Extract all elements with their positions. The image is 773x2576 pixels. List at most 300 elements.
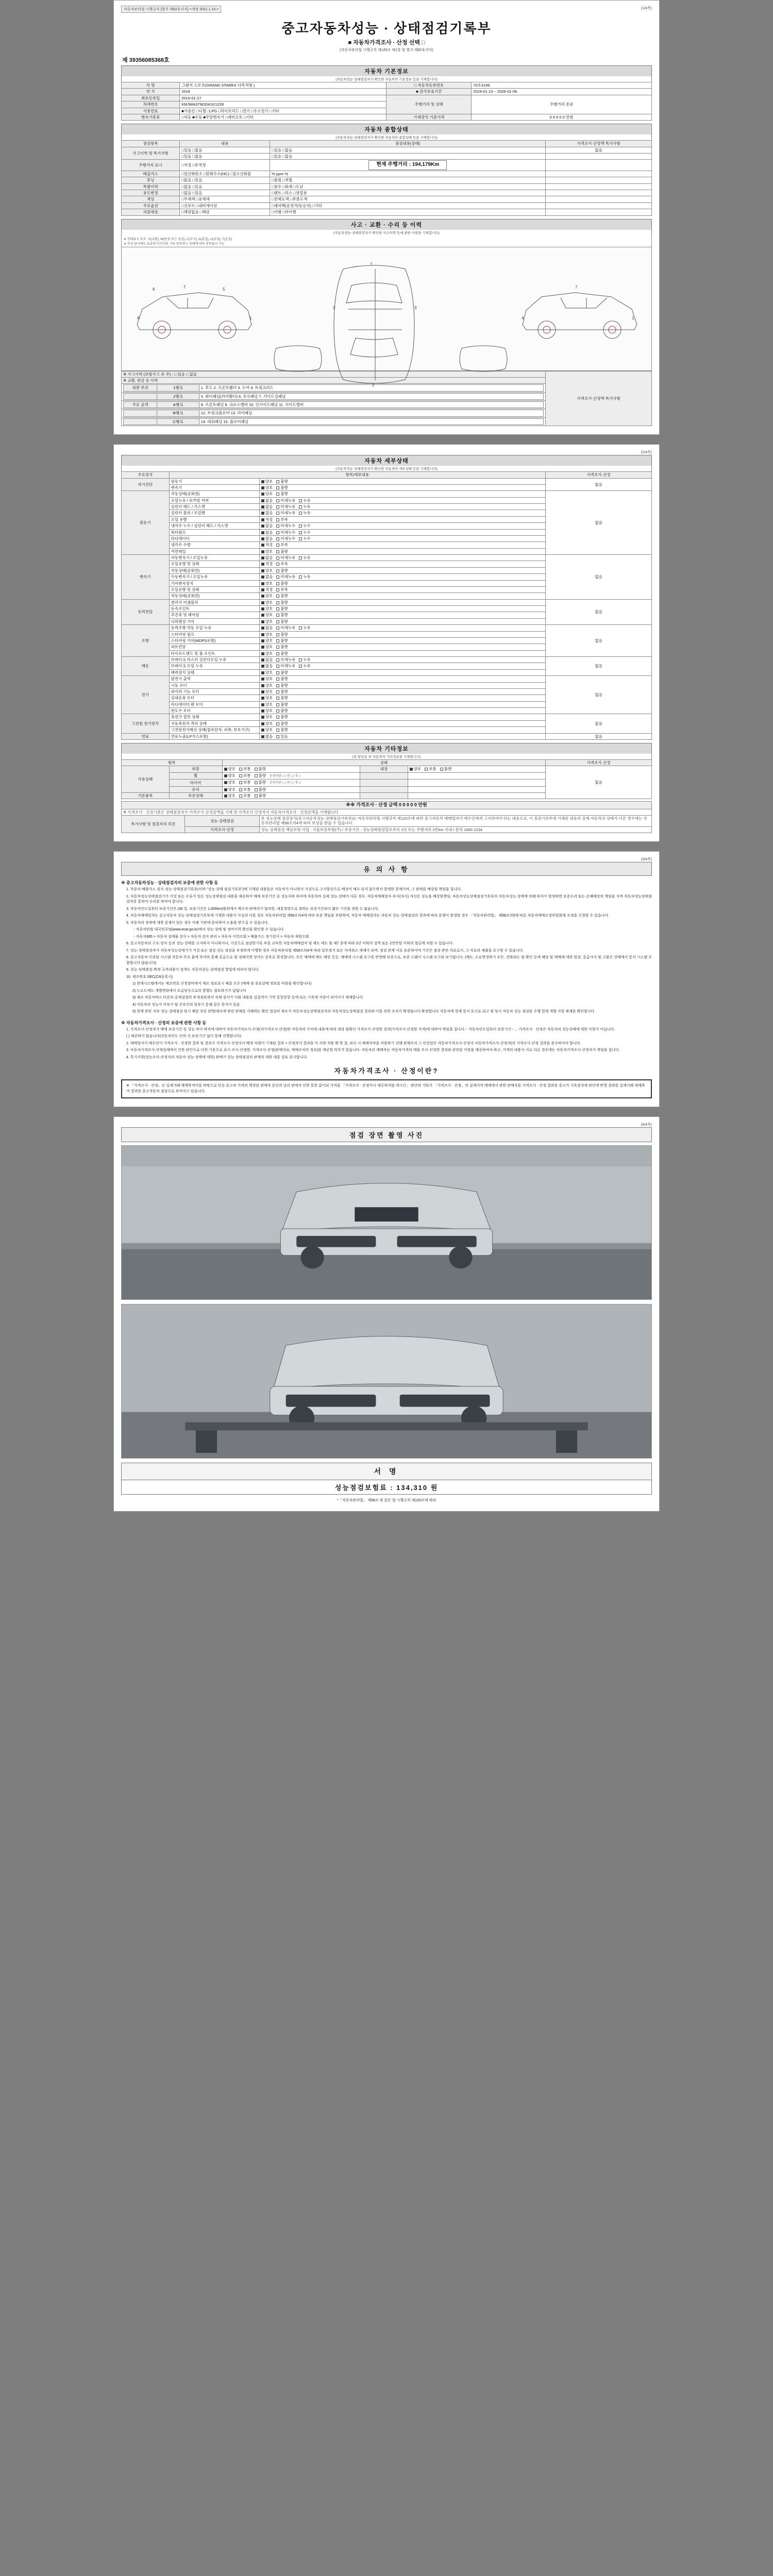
detail-option[interactable]: 양호 [261, 721, 273, 726]
checkbox-icon[interactable] [261, 671, 264, 674]
detail-item-name: 추진축 및 베어링 [170, 612, 260, 618]
detail-option[interactable]: 없음 [261, 734, 273, 739]
other-option[interactable]: 불량 [255, 767, 266, 771]
detail-option[interactable]: 불량 [276, 689, 288, 694]
detail-option[interactable]: 불량 [276, 721, 288, 726]
checkbox-icon[interactable] [276, 697, 279, 700]
other-option[interactable]: 양호 [410, 767, 422, 771]
other-option[interactable]: 양호 [224, 773, 236, 778]
checkbox-icon[interactable] [261, 544, 264, 547]
checkbox-icon[interactable] [261, 499, 264, 502]
checkbox-icon[interactable] [299, 512, 302, 515]
row-state: □침수 □화재 □도난 [270, 183, 546, 190]
detail-option[interactable]: 양호 [261, 492, 273, 496]
checkbox-icon[interactable] [261, 716, 264, 719]
detail-option[interactable]: 부족 [276, 517, 288, 522]
detail-option[interactable]: 불량 [276, 727, 288, 732]
row-label: 사용연료 [122, 108, 180, 114]
detail-item-options [260, 549, 545, 554]
checkbox-icon[interactable] [261, 582, 264, 585]
detail-option[interactable]: 미세누수 [276, 530, 295, 535]
checkbox-icon[interactable] [261, 639, 264, 642]
detail-group-note: 없음 [546, 714, 652, 733]
detail-item-options [260, 619, 545, 624]
detail-option[interactable]: 없음 [261, 657, 273, 662]
checkbox-icon[interactable] [299, 556, 302, 560]
detail-item-name: 변속기 [170, 485, 260, 490]
table-row [122, 82, 652, 89]
checkbox-icon[interactable] [261, 652, 264, 655]
detail-option[interactable]: 불량 [276, 676, 288, 681]
other-option[interactable]: 보통 [239, 767, 251, 771]
checkbox-icon[interactable] [276, 652, 279, 655]
checkbox-icon[interactable] [276, 620, 279, 623]
checkbox-icon[interactable] [255, 788, 258, 791]
checkbox-icon[interactable] [299, 626, 302, 630]
other-option[interactable]: 불량 [255, 787, 266, 792]
other-item-options-2 [408, 772, 546, 779]
detail-item-options [260, 530, 545, 535]
checkbox-icon[interactable] [425, 768, 428, 771]
checkbox-icon[interactable] [261, 595, 264, 598]
checkbox-icon[interactable] [261, 697, 264, 700]
checkbox-icon[interactable] [276, 582, 279, 585]
wheel-position-note: 운전석전 □ / 전 □ / 후 □ [270, 774, 301, 778]
detail-item-options [260, 536, 545, 541]
detail-option[interactable]: 불량 [276, 715, 288, 719]
parts-rank-row [122, 409, 546, 417]
checkbox-icon[interactable] [276, 703, 279, 706]
row-content: □무채색 □유채색 [180, 196, 270, 202]
checkbox-icon[interactable] [255, 774, 258, 777]
checkbox-icon[interactable] [276, 512, 279, 515]
other-option[interactable]: 양호 [224, 793, 236, 798]
table-row [122, 177, 652, 183]
detail-option[interactable]: 누유 [299, 657, 311, 662]
detail-option[interactable]: 불량 [276, 696, 288, 700]
detail-option[interactable]: 불량 [276, 485, 288, 490]
accident-sub-band: ※ 사고이력 (보험사고 유·무) : □ 있음 □ 없음 [122, 371, 546, 377]
checkbox-icon[interactable] [276, 486, 279, 489]
checkbox-icon[interactable] [239, 788, 242, 791]
checkbox-icon[interactable] [276, 595, 279, 598]
detail-option[interactable]: 없음 [261, 504, 273, 509]
detail-item-label [169, 548, 546, 554]
checkbox-icon[interactable] [276, 722, 279, 725]
checkbox-icon[interactable] [276, 556, 279, 560]
basic-info-table [121, 82, 652, 121]
checkbox-icon[interactable] [224, 794, 227, 798]
checkbox-icon[interactable] [276, 665, 279, 668]
checkbox-icon[interactable] [299, 658, 302, 662]
other-option[interactable]: 양호 [224, 767, 236, 771]
detail-item-label [169, 720, 546, 726]
detail-option[interactable]: 미세누유 [276, 504, 295, 509]
checkbox-icon[interactable] [276, 480, 279, 483]
checkbox-icon[interactable] [299, 524, 302, 528]
checkbox-icon[interactable] [299, 665, 302, 668]
detail-option[interactable]: 적정 [261, 517, 273, 522]
detail-option[interactable]: 적정 [261, 543, 273, 547]
detail-option[interactable]: 양호 [261, 600, 273, 605]
checkbox-icon[interactable] [276, 646, 279, 649]
detail-option[interactable]: 미세누수 [276, 523, 295, 528]
row-value: 그랜저 스포츠(GRAND STAREX 다목적형 ) [180, 82, 386, 89]
checkbox-icon[interactable] [261, 658, 264, 662]
photo-lift-svg [122, 1304, 651, 1458]
checkbox-icon[interactable] [276, 505, 279, 509]
checkbox-icon[interactable] [276, 614, 279, 617]
checkbox-icon[interactable] [261, 556, 264, 560]
checkbox-icon[interactable] [276, 544, 279, 547]
other-item-label-2 [360, 786, 408, 792]
detail-option[interactable]: 누수 [299, 523, 311, 528]
detail-option[interactable]: 부족 [276, 562, 288, 566]
detail-option[interactable]: 양호 [261, 619, 273, 624]
detail-option[interactable]: 있음 [276, 734, 288, 739]
detail-group-label: 조향 [122, 625, 170, 657]
checkbox-icon[interactable] [255, 781, 258, 784]
row-label: 최초등록일 [122, 95, 180, 101]
checkbox-icon[interactable] [261, 646, 264, 649]
detail-option[interactable]: 누유 [299, 504, 311, 509]
checkbox-icon[interactable] [276, 537, 279, 540]
checkbox-icon[interactable] [276, 690, 279, 693]
detail-option[interactable]: 양호 [261, 485, 273, 490]
detail-option[interactable]: 없음 [261, 625, 273, 630]
checkbox-icon[interactable] [261, 665, 264, 668]
checkbox-icon[interactable] [261, 505, 264, 509]
checkbox-icon[interactable] [239, 781, 242, 784]
section-overall-title: 자동차 종합상태 [121, 124, 652, 134]
checkbox-icon[interactable] [261, 709, 264, 713]
checkbox-icon[interactable] [276, 518, 279, 521]
checkbox-icon[interactable] [276, 684, 279, 687]
detail-option[interactable]: 양호 [261, 715, 273, 719]
detail-option[interactable]: 양호 [261, 594, 273, 598]
other-option[interactable]: 불량 [255, 793, 266, 798]
detail-option[interactable]: 누유 [299, 625, 311, 630]
checkbox-icon[interactable] [276, 677, 279, 681]
detail-option[interactable]: 누유 [299, 555, 311, 560]
checkbox-icon[interactable] [224, 781, 227, 784]
bottom-legal-line: *「자동차관리법」 제58조 및 같은 법 시행규칙 제120조에 따라 [337, 1499, 436, 1503]
checkbox-icon[interactable] [261, 677, 264, 681]
detail-option[interactable]: 불량 [276, 600, 288, 605]
detail-option[interactable]: 양호 [261, 683, 273, 688]
detail-option[interactable]: 양호 [261, 549, 273, 554]
checkbox-icon[interactable] [276, 716, 279, 719]
detail-option[interactable]: 불량 [276, 638, 288, 643]
detail-option[interactable]: 양호 [261, 708, 273, 713]
col-head-item: 항목/세부내용 [169, 472, 546, 478]
checkbox-icon[interactable] [255, 794, 258, 798]
detail-option[interactable]: 불량 [276, 670, 288, 675]
detail-option[interactable]: 부족 [276, 587, 288, 592]
detail-option[interactable]: 없음 [261, 536, 273, 541]
detail-option[interactable]: 불량 [276, 708, 288, 713]
checkbox-icon[interactable] [261, 722, 264, 725]
other-option[interactable]: 보통 [239, 787, 251, 792]
checkbox-icon[interactable] [255, 768, 258, 771]
detail-option[interactable]: 적정 [261, 587, 273, 592]
checkbox-icon[interactable] [276, 493, 279, 496]
detail-option[interactable]: 양호 [261, 479, 273, 484]
checkbox-icon[interactable] [239, 774, 242, 777]
detail-item-options [260, 561, 545, 567]
detail-group-note: 없음 [546, 478, 652, 491]
detail-option[interactable]: 적정 [261, 562, 273, 566]
col-head-state: 상태 [222, 759, 546, 766]
detail-option[interactable]: 미세누유 [276, 498, 295, 503]
detail-option[interactable]: 없음 [261, 664, 273, 668]
detail-option[interactable]: 없음 [261, 523, 273, 528]
checkbox-icon[interactable] [276, 575, 279, 579]
checkbox-icon[interactable] [276, 550, 279, 553]
detail-item-label [169, 727, 546, 733]
rank-group [124, 410, 157, 416]
detail-option[interactable]: 불량 [276, 613, 288, 617]
detail-option[interactable]: 없음 [261, 530, 273, 535]
other-item-options [222, 779, 360, 787]
checkbox-icon[interactable] [261, 569, 264, 572]
detail-item-label [169, 523, 546, 529]
notice-paragraph: 9. 성능·상태점검·判정 규격내용이 검색도 자동차상능·상태점검 방법에 따라야 합니다. [126, 968, 260, 972]
parts-rank-row [122, 384, 546, 392]
other-option[interactable]: 보통 [239, 773, 251, 778]
detail-item-name: 실내송풍 모터 [170, 695, 260, 701]
detail-option[interactable]: 누유 [299, 664, 311, 668]
detail-option[interactable]: 양호 [261, 632, 273, 637]
detail-item-label [169, 593, 546, 599]
checkbox-icon[interactable] [261, 537, 264, 540]
detail-option[interactable]: 미세누유 [276, 657, 295, 662]
other-item-label-2: 내장 [360, 766, 408, 772]
detail-item-name: 자동변속기 / 오일누유 [170, 555, 260, 561]
page-1 [113, 0, 660, 435]
row-state: □에어백(운전석/동승석) □기타 [270, 202, 546, 209]
other-option[interactable]: 보통 [239, 793, 251, 798]
other-option[interactable]: 양호 [224, 780, 236, 785]
detail-group-note: 없음 [546, 491, 652, 555]
detail-option[interactable]: 누수 [299, 536, 311, 541]
checkbox-icon[interactable] [224, 768, 227, 771]
checkbox-icon[interactable] [261, 684, 264, 687]
checkbox-icon[interactable] [261, 518, 264, 521]
inspection-fee: 성능점검보험료 : 134,310 원 [121, 1480, 652, 1495]
detail-option[interactable]: 불량 [276, 568, 288, 573]
row-value-2: 0 0 0 0 0 만원 [472, 114, 652, 120]
detail-option[interactable]: 양호 [261, 702, 273, 707]
checkbox-icon[interactable] [276, 499, 279, 502]
checkbox-icon[interactable] [261, 633, 264, 636]
checkbox-icon[interactable] [276, 569, 279, 572]
form-reference: 자동차관리법 시행규칙 [별지 제82호서식] <개정 2021.1.15.> [121, 6, 221, 13]
other-option[interactable]: 불량 [255, 780, 266, 785]
checkbox-icon[interactable] [261, 601, 264, 604]
checkbox-icon[interactable] [261, 690, 264, 693]
detail-item-options [260, 600, 545, 605]
checkbox-icon[interactable] [261, 512, 264, 515]
detail-option[interactable]: 없음 [261, 511, 273, 515]
detail-option[interactable]: 미세누유 [276, 574, 295, 579]
detail-item-name: 오일유량 및 상태 [170, 587, 260, 592]
checkbox-icon[interactable] [276, 639, 279, 642]
checkbox-icon[interactable] [261, 588, 264, 591]
checkbox-icon[interactable] [261, 614, 264, 617]
detail-option[interactable]: 양호 [261, 676, 273, 681]
detail-option[interactable]: 불량 [276, 702, 288, 707]
detail-option[interactable]: 불량 [276, 683, 288, 688]
checkbox-icon[interactable] [261, 550, 264, 553]
detail-option[interactable]: 양호 [261, 568, 273, 573]
other-option[interactable]: 불량 [255, 773, 266, 778]
detail-item-label [169, 612, 546, 618]
checkbox-icon[interactable] [276, 671, 279, 674]
page-header [121, 1122, 652, 1127]
detail-option[interactable]: 누유 [299, 498, 311, 503]
detail-item-options [260, 638, 545, 643]
detail-option[interactable]: 미세누유 [276, 625, 295, 630]
table-row [122, 114, 652, 120]
detail-option[interactable]: 양호 [261, 645, 273, 649]
checkbox-icon[interactable] [410, 768, 413, 771]
row-content: □선루프 □내비게이션 [180, 202, 270, 209]
detail-item-options [260, 670, 545, 675]
checkbox-icon[interactable] [261, 531, 264, 534]
detail-item-options [260, 510, 545, 516]
other-option[interactable]: 보통 [239, 780, 251, 785]
checkbox-icon[interactable] [261, 735, 264, 738]
checkbox-icon[interactable] [276, 524, 279, 528]
checkbox-icon[interactable] [299, 537, 302, 540]
checkbox-icon[interactable] [276, 563, 279, 566]
checkbox-icon[interactable] [224, 788, 227, 791]
checkbox-icon[interactable] [276, 658, 279, 662]
detail-option[interactable]: 미세누유 [276, 664, 295, 668]
section-detail-title: 자동차 세부상태 [121, 455, 652, 466]
checkbox-icon[interactable] [261, 480, 264, 483]
checkbox-icon[interactable] [276, 735, 279, 738]
other-item-label-2 [360, 793, 408, 799]
detail-option[interactable]: 양호 [261, 670, 273, 675]
checkbox-icon[interactable] [276, 531, 279, 534]
checkbox-icon[interactable] [299, 575, 302, 579]
checkbox-icon[interactable] [261, 524, 264, 528]
checkbox-icon[interactable] [261, 620, 264, 623]
other-option[interactable]: 보통 [425, 767, 436, 771]
checkbox-icon[interactable] [239, 794, 242, 798]
detail-item-options [260, 593, 545, 599]
checkbox-icon[interactable] [299, 505, 302, 509]
svg-text:3: 3 [333, 305, 335, 310]
notice-paragraph: 4. 자동차매매업자는 중고자동차 성능·상태점검기록부에 기재한 내용이 사실과 다를 경우 자동차관리법 제58조의4에 따라 보증 책임을 부담하며, 자동차 매매업자는 자동차 성능·상태점검의 결과에 따라 분쟁이 발생할 경우 「자동차관리법」 제58조의5에 따른 자동차매매조정위원회에 조정을 신청할 수 있습니다. [126, 914, 609, 918]
row-state: □있음 □없음 [270, 154, 546, 160]
checkbox-icon[interactable] [261, 493, 264, 496]
table-row [122, 657, 652, 663]
price-condition: ※ 가격조사 · 산정기준은 상태점검자가 가격조사·산정금액을 기재 및 가격조사 산정자가 자동차가격조사 · 산정금액을 기재합니다 [122, 809, 652, 815]
checkbox-icon[interactable] [276, 601, 279, 604]
page-number: (3/4쪽) [641, 858, 652, 862]
other-option[interactable]: 불량 [440, 767, 452, 771]
detail-item-name: 스티어링 펌프 [170, 632, 260, 637]
checkbox-icon[interactable] [276, 709, 279, 713]
detail-option[interactable]: 불량 [276, 492, 288, 496]
rank-name: 2랭크 [157, 393, 199, 399]
detail-item-name: 오일누유 / 로커암 커버 [170, 498, 260, 503]
other-option[interactable]: 양호 [224, 787, 236, 792]
page-number: (2/4쪽) [641, 451, 652, 455]
detail-option[interactable]: 불량 [276, 479, 288, 484]
detail-option[interactable]: 불량 [276, 619, 288, 624]
checkbox-icon[interactable] [276, 626, 279, 630]
detail-item-label [169, 542, 546, 548]
checkbox-icon[interactable] [276, 728, 279, 732]
checkbox-icon[interactable] [261, 563, 264, 566]
checkbox-icon[interactable] [299, 499, 302, 502]
checkbox-icon[interactable] [224, 774, 227, 777]
page-3 [113, 851, 660, 1107]
detail-option[interactable]: 양호 [261, 613, 273, 617]
overall-state-table [121, 140, 652, 215]
detail-option[interactable]: 양호 [261, 689, 273, 694]
detail-option[interactable]: 불량 [276, 549, 288, 554]
detail-option[interactable]: 미세누유 [276, 511, 295, 515]
detail-option[interactable]: 양호 [261, 606, 273, 611]
checkbox-icon[interactable] [261, 626, 264, 630]
detail-option[interactable]: 양호 [261, 696, 273, 700]
checkbox-icon[interactable] [261, 607, 264, 611]
detail-option[interactable]: 불량 [276, 594, 288, 598]
detail-option[interactable]: 부족 [276, 543, 288, 547]
col-head-item: 항목 [122, 759, 223, 766]
detail-option[interactable]: 미세누수 [276, 536, 295, 541]
detail-option[interactable]: 누유 [299, 574, 311, 579]
checkbox-icon[interactable] [261, 728, 264, 732]
detail-option[interactable]: 미세누유 [276, 555, 295, 560]
detail-item-name: 디퍼렌셜 기어 [170, 619, 260, 624]
detail-option[interactable]: 없음 [261, 555, 273, 560]
checkbox-icon[interactable] [440, 768, 443, 771]
detail-option[interactable]: 불량 [276, 606, 288, 611]
checkbox-icon[interactable] [261, 703, 264, 706]
checkbox-icon[interactable] [276, 607, 279, 611]
detail-option[interactable]: 양호 [261, 651, 273, 656]
checkbox-icon[interactable] [261, 486, 264, 489]
checkbox-icon[interactable] [276, 588, 279, 591]
detail-option[interactable]: 양호 [261, 638, 273, 643]
detail-option[interactable]: 없음 [261, 498, 273, 503]
checkbox-icon[interactable] [261, 575, 264, 579]
notice-paragraph: 4. 특기사항(성능조사·산정자의 자동차 성능·상태에 대한) 판매가 상능·상태점검의 관계의 대한 대를 검토 표시합니다. [126, 1055, 308, 1059]
detail-option[interactable]: 불량 [276, 651, 288, 656]
checkbox-icon[interactable] [276, 633, 279, 636]
detail-option[interactable]: 없음 [261, 574, 273, 579]
section-detail-subtitle: (자동차성능·상태점검자가 확인한 자동차의 세부상태 등을 기재합니다) [121, 466, 652, 471]
detail-item-name: 스티어링 기어(MDPS포함) [170, 638, 260, 643]
detail-option[interactable]: 불량 [276, 632, 288, 637]
detail-option[interactable]: 누수 [299, 530, 311, 535]
checkbox-icon[interactable] [239, 768, 242, 771]
detail-option[interactable]: 양호 [261, 727, 273, 732]
detail-option[interactable]: 불량 [276, 645, 288, 649]
row-value: 2016-01-27 [180, 95, 386, 101]
detail-option[interactable]: 누유 [299, 511, 311, 515]
detail-option[interactable]: 양호 [261, 581, 273, 586]
detail-option[interactable]: 불량 [276, 581, 288, 586]
checkbox-icon[interactable] [299, 531, 302, 534]
detail-item-options [260, 695, 545, 701]
